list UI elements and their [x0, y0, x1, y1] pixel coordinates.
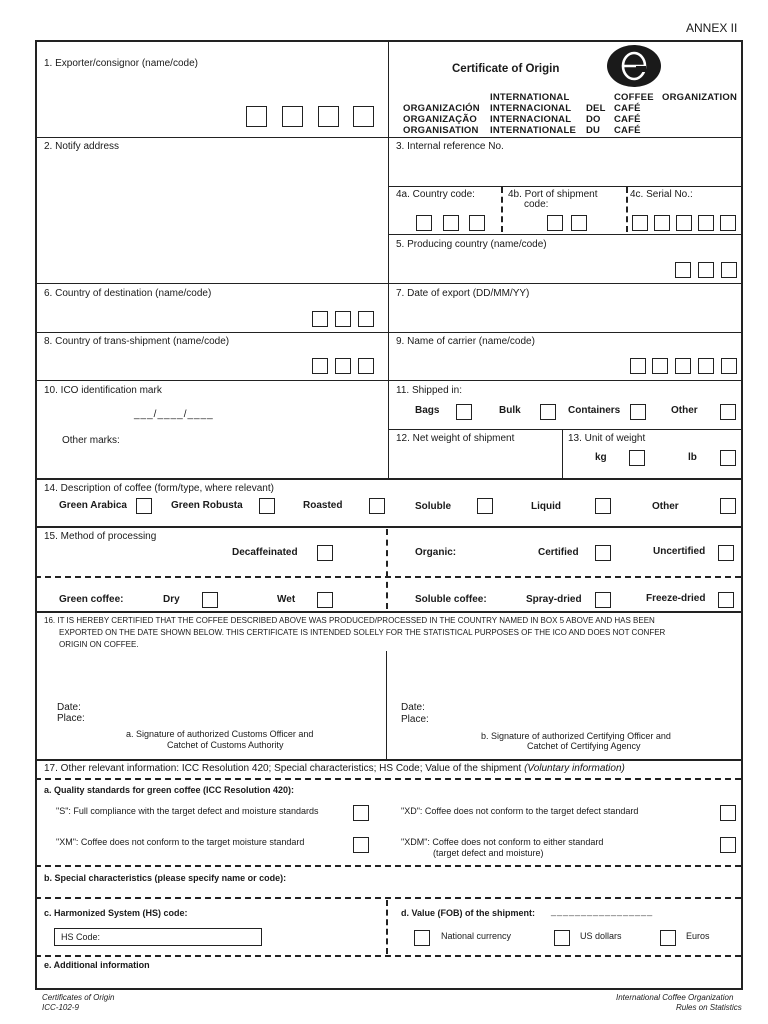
field-12-label: 12. Net weight of shipment: [396, 433, 515, 444]
field-2-label: 2. Notify address: [44, 141, 120, 152]
ico-logo-icon: [606, 44, 662, 88]
center-divider: [388, 40, 389, 478]
certification-text-3: ORIGIN ON COFFEE.: [59, 640, 139, 649]
other-marks-label: Other marks:: [62, 435, 120, 446]
field-6-label: 6. Country of destination (name/code): [44, 288, 212, 299]
field-17c-label: c. Harmonized System (HS) code:: [44, 908, 188, 918]
transshipment-code-box[interactable]: [335, 358, 351, 374]
value-blank[interactable]: _________________: [551, 906, 654, 916]
country-code-box[interactable]: [469, 215, 485, 231]
transshipment-code-box[interactable]: [312, 358, 328, 374]
xdm-label-1: "XDM": Coffee does not conform to either standard: [401, 837, 604, 847]
liquid-checkbox[interactable]: [595, 498, 611, 514]
bulk-checkbox[interactable]: [540, 404, 556, 420]
field-3-label: 3. Internal reference No.: [396, 141, 504, 152]
field-15-label: 15. Method of processing: [44, 531, 157, 542]
serial-box[interactable]: [720, 215, 736, 231]
field-9-label: 9. Name of carrier (name/code): [396, 336, 535, 347]
field-7-label: 7. Date of export (DD/MM/YY): [396, 288, 530, 299]
dry-checkbox[interactable]: [202, 592, 218, 608]
field-17d-label: d. Value (FOB) of the shipment:: [401, 908, 536, 918]
hs-code-field[interactable]: HS Code:: [54, 928, 262, 946]
spray-dried-checkbox[interactable]: [595, 592, 611, 608]
certification-text-2: EXPORTED ON THE DATE SHOWN BELOW. THIS CERTIFICATE IS INTENDED SOLELY FOR THE STATISTICAL PURPOSES OF THE ICO AND DOES NOT CONFER: [59, 628, 666, 637]
xm-label: "XM": Coffee does not conform to the target moisture standard: [56, 837, 305, 847]
exporter-code-box[interactable]: [353, 106, 374, 127]
org-top-2: COFFEE: [614, 92, 654, 103]
kg-checkbox[interactable]: [629, 450, 645, 466]
carrier-code-box[interactable]: [630, 358, 646, 374]
field-4b-label: 4b. Port of shipment: [508, 189, 598, 200]
place-label-b: Place:: [401, 714, 429, 725]
euros-checkbox[interactable]: [660, 930, 676, 946]
serial-box[interactable]: [654, 215, 670, 231]
exporter-code-box[interactable]: [282, 106, 303, 127]
other-coffee-checkbox[interactable]: [720, 498, 736, 514]
decaffeinated-checkbox[interactable]: [317, 545, 333, 561]
xdm-label-2: (target defect and moisture): [433, 848, 544, 858]
containers-checkbox[interactable]: [630, 404, 646, 420]
carrier-code-box[interactable]: [721, 358, 737, 374]
bags-checkbox[interactable]: [456, 404, 472, 420]
frame-bottom: [35, 988, 743, 990]
field-4b-label-2: code:: [524, 199, 549, 210]
us-dollars-checkbox[interactable]: [554, 930, 570, 946]
xdm-checkbox[interactable]: [720, 837, 736, 853]
destination-code-box[interactable]: [335, 311, 351, 327]
frame-right: [741, 40, 743, 990]
xd-label: "XD": Coffee does not conform to the target defect standard: [401, 806, 639, 816]
exporter-code-box[interactable]: [246, 106, 267, 127]
footer-right-1: International Coffee Organization: [616, 993, 734, 1002]
signature-b-line-2: Catchet of Certifying Agency: [527, 741, 641, 751]
signature-a-line-2: Catchet of Customs Authority: [167, 740, 284, 750]
port-code-box[interactable]: [571, 215, 587, 231]
field-1-label: 1. Exporter/consignor (name/code): [44, 58, 198, 69]
field-17e-label: e. Additional information: [44, 960, 150, 970]
transshipment-code-box[interactable]: [358, 358, 374, 374]
producing-country-box[interactable]: [698, 262, 714, 278]
org-top-3: ORGANIZATION: [662, 92, 738, 103]
certified-checkbox[interactable]: [595, 545, 611, 561]
signature-a-line-1: a. Signature of authorized Customs Officer and: [126, 729, 314, 739]
xd-checkbox[interactable]: [720, 805, 736, 821]
national-currency-checkbox[interactable]: [414, 930, 430, 946]
destination-code-box[interactable]: [358, 311, 374, 327]
frame-top: [35, 40, 743, 42]
carrier-code-box[interactable]: [698, 358, 714, 374]
s-checkbox[interactable]: [353, 805, 369, 821]
exporter-code-box[interactable]: [318, 106, 339, 127]
xm-checkbox[interactable]: [353, 837, 369, 853]
producing-country-box[interactable]: [675, 262, 691, 278]
serial-box[interactable]: [632, 215, 648, 231]
date-label-a: Date:: [57, 702, 81, 713]
field-14-label: 14. Description of coffee (form/type, where relevant): [44, 483, 274, 494]
producing-country-box[interactable]: [721, 262, 737, 278]
annex-label: ANNEX II: [686, 21, 738, 35]
carrier-code-box[interactable]: [675, 358, 691, 374]
field-17a-label: a. Quality standards for green coffee (ICC Resolution 420):: [44, 785, 295, 795]
uncertified-checkbox[interactable]: [718, 545, 734, 561]
certification-text-1: 16. IT IS HEREBY CERTIFIED THAT THE COFFEE DESCRIBED ABOVE WAS PRODUCED/PROCESSED IN THE COUNTRY NAMED IN BOX 5 ABOVE AND HAS BEEN: [44, 616, 655, 625]
footer-left-1: Certificates of Origin: [42, 993, 115, 1002]
field-5-label: 5. Producing country (name/code): [396, 239, 547, 250]
country-code-box[interactable]: [416, 215, 432, 231]
certificate-title: Certificate of Origin: [452, 63, 560, 75]
ico-mark-blank[interactable]: ___/____/____: [134, 409, 214, 420]
field-10-label: 10. ICO identification mark: [44, 385, 162, 396]
field-17-label: 17. Other relevant information: ICC Resolution 420; Special characteristics; HS Code; Value of the shipment (Voluntary information): [44, 763, 625, 774]
field-8-label: 8. Country of trans-shipment (name/code): [44, 336, 230, 347]
port-code-box[interactable]: [547, 215, 563, 231]
place-label-a: Place:: [57, 713, 85, 724]
s-label: "S": Full compliance with the target defect and moisture standards: [56, 806, 319, 816]
serial-box[interactable]: [676, 215, 692, 231]
wet-checkbox[interactable]: [317, 592, 333, 608]
green-arabica-checkbox[interactable]: [136, 498, 152, 514]
date-label-b: Date:: [401, 702, 425, 713]
frame-left: [35, 40, 37, 990]
country-code-box[interactable]: [443, 215, 459, 231]
field-4a-label: 4a. Country code:: [396, 189, 475, 200]
field-4c-label: 4c. Serial No.:: [630, 189, 693, 200]
other-shipped-checkbox[interactable]: [720, 404, 736, 420]
freeze-dried-checkbox[interactable]: [718, 592, 734, 608]
soluble-checkbox[interactable]: [477, 498, 493, 514]
green-robusta-checkbox[interactable]: [259, 498, 275, 514]
org-top-1: INTERNATIONAL: [490, 92, 570, 103]
field-13-label: 13. Unit of weight: [568, 433, 646, 444]
footer-left-2: ICC-102-9: [42, 1003, 79, 1012]
roasted-checkbox[interactable]: [369, 498, 385, 514]
carrier-code-box[interactable]: [652, 358, 668, 374]
footer-right-2: Rules on Statistics: [676, 1003, 742, 1012]
destination-code-box[interactable]: [312, 311, 328, 327]
field-11-label: 11. Shipped in:: [396, 385, 462, 396]
lb-checkbox[interactable]: [720, 450, 736, 466]
serial-box[interactable]: [698, 215, 714, 231]
signature-b-line-1: b. Signature of authorized Certifying Officer and: [481, 731, 671, 741]
field-17b-label: b. Special characteristics (please specify name or code):: [44, 873, 287, 883]
